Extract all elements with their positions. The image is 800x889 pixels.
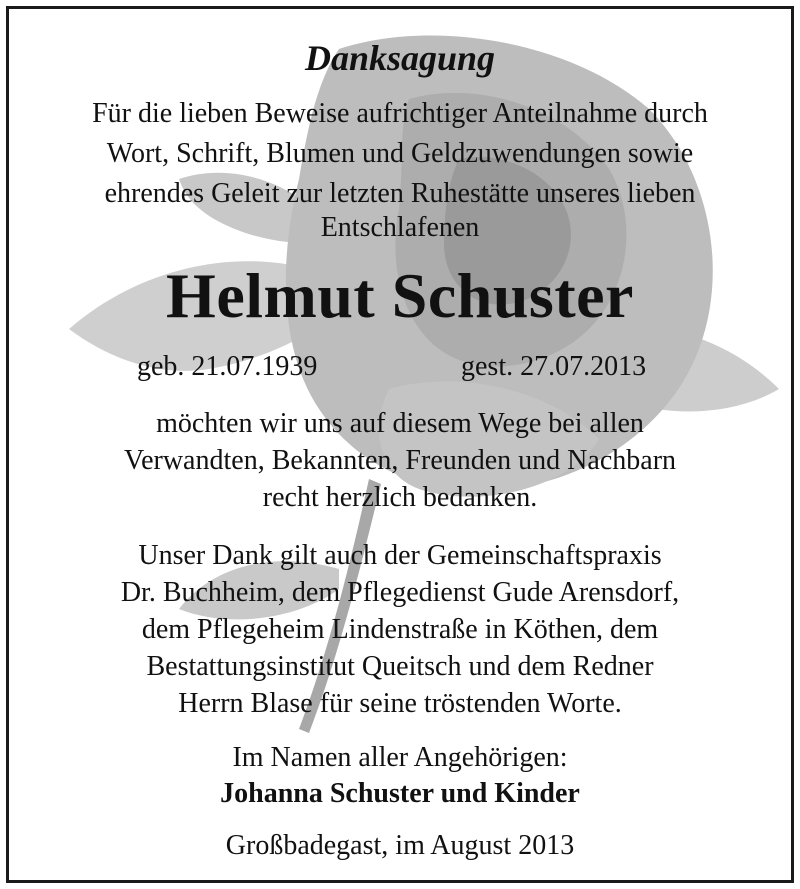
gratitude-line-4: Bestattungsinstitut Queitsch und dem Redner (146, 651, 654, 682)
intro-line-4: Entschlafenen (320, 212, 480, 243)
life-dates (9, 351, 791, 391)
notice-content (9, 9, 791, 880)
death-date: gest. 27.07.2013 (461, 351, 647, 382)
place-date: Großbadegast, im August 2013 (225, 830, 575, 861)
notice-title: Danksagung (304, 38, 496, 78)
birth-date: geb. 21.07.1939 (137, 351, 318, 382)
intro-line-1: Für die lieben Beweise aufrichtiger Anteilnahme durch (92, 98, 708, 129)
gratitude-line-2: Dr. Buchheim, dem Pflegedienst Gude Arensdorf, (120, 577, 680, 608)
gratitude-line-3: dem Pflegeheim Lindenstraße in Köthen, dem (141, 614, 659, 645)
gratitude-line-1: Unser Dank gilt auch der Gemeinschaftspraxis (138, 540, 662, 571)
obituary-notice-frame (6, 6, 794, 883)
thanks-line-1: möchten wir uns auf diesem Wege bei allen (156, 408, 644, 439)
intro-line-2: Wort, Schrift, Blumen und Geldzuwendungen sowie (106, 138, 694, 169)
thanks-line-2: Verwandten, Bekannten, Freunden und Nachbarn (123, 445, 677, 476)
gratitude-line-5: Herrn Blase für seine tröstenden Worte. (178, 688, 622, 719)
closing-line: Im Namen aller Angehörigen: (232, 742, 568, 773)
intro-line-3: ehrendes Geleit zur letzten Ruhestätte unseres lieben (104, 178, 696, 209)
thanks-line-3: recht herzlich bedanken. (262, 482, 538, 513)
deceased-name: Helmut Schuster (166, 260, 634, 331)
signature: Johanna Schuster und Kinder (220, 778, 580, 809)
